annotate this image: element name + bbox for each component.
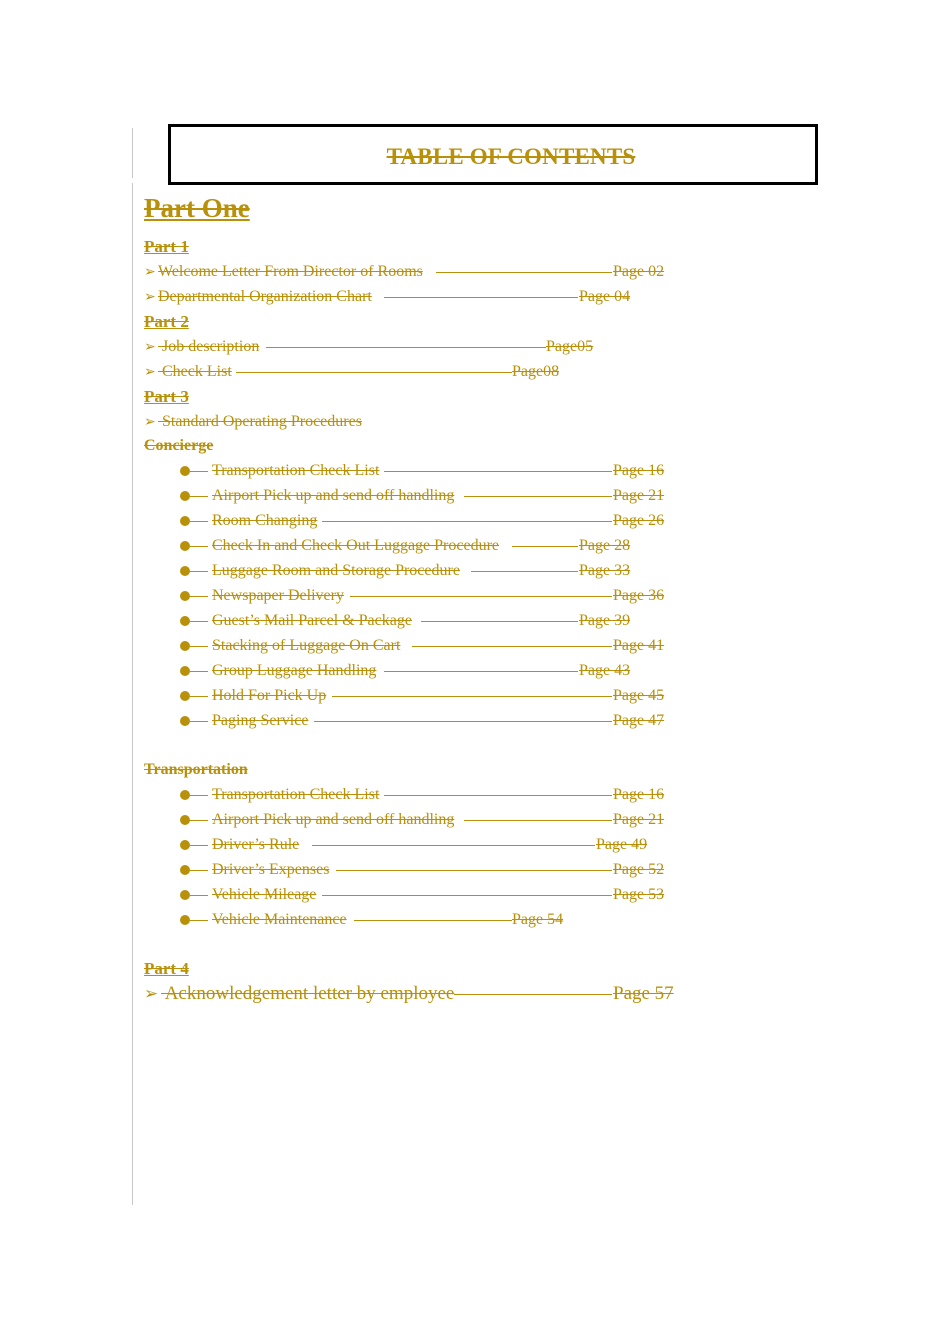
dot-leader [384, 795, 612, 796]
dot-leader [454, 994, 612, 995]
toc-entry-page: Page 16 [613, 462, 665, 479]
bullet-dash [190, 820, 208, 821]
bullet-icon [180, 865, 190, 875]
dot-leader [332, 696, 612, 697]
dot-leader [312, 845, 595, 846]
dot-leader [354, 920, 512, 921]
bullet-dash [190, 920, 208, 921]
part-3-heading: Part 3 [144, 387, 189, 406]
toc-entry-page: Page 33 [579, 562, 631, 579]
page-margin-line [132, 128, 133, 178]
part-2-heading: Part 2 [144, 312, 189, 331]
dot-leader [350, 596, 612, 597]
toc-entry[interactable] [144, 286, 631, 308]
arrow-bullet-icon: ➢ [144, 265, 156, 280]
toc-entry-label: Stacking of Luggage On Cart [212, 637, 401, 654]
toc-entry-label: Driver’s Expenses [212, 861, 330, 878]
dot-leader [322, 521, 612, 522]
bullet-icon [180, 691, 190, 701]
toc-entry-label: Transportation Check List [212, 462, 380, 479]
toc-entry-page: Page 47 [613, 712, 665, 729]
toc-entry-page: Page 57 [613, 983, 674, 1004]
toc-entry-page: Page 54 [512, 911, 564, 928]
toc-entry-label: Room Changing [212, 512, 318, 529]
bullet-icon [180, 641, 190, 651]
arrow-bullet-icon: ➢ [144, 290, 156, 305]
transportation-heading: Transportation [144, 761, 248, 778]
bullet-icon [180, 516, 190, 526]
dot-leader [464, 496, 612, 497]
dot-leader [512, 546, 578, 547]
toc-entry-label: Guest’s Mail Parcel & Package [212, 612, 412, 629]
concierge-heading: Concierge [144, 437, 214, 454]
bullet-icon [180, 815, 190, 825]
toc-entry-label: Driver’s Rule [212, 836, 300, 853]
page-title: TABLE OF CONTENTS [386, 144, 636, 169]
bullet-icon [180, 890, 190, 900]
toc-entry-page: Page 45 [613, 687, 665, 704]
bullet-icon [180, 790, 190, 800]
arrow-bullet-icon: ➢ [144, 415, 156, 430]
bullet-icon [180, 466, 190, 476]
bullet-icon [180, 591, 190, 601]
bullet-dash [190, 721, 208, 722]
bullet-icon [180, 541, 190, 551]
toc-entry[interactable] [144, 261, 665, 283]
toc-entry-label: Airport Pick up and send off handling [212, 811, 455, 828]
toc-entry-label: Acknowledgement letter by employee [161, 983, 455, 1004]
toc-entry[interactable] [144, 981, 674, 1007]
bullet-dash [190, 571, 208, 572]
bullet-dash [190, 870, 208, 871]
page-margin-line [132, 183, 133, 1205]
dot-leader [464, 820, 612, 821]
toc-entry-label: Check List [158, 363, 232, 380]
toc-entry-page: Page 21 [613, 487, 665, 504]
part-1-heading: Part 1 [144, 237, 189, 256]
bullet-dash [190, 696, 208, 697]
toc-entry-page: Page 28 [579, 537, 631, 554]
dot-leader [412, 646, 612, 647]
toc-entry-label: Luggage Room and Storage Procedure [212, 562, 460, 579]
toc-entry-label: Standard Operating Procedures [158, 413, 362, 430]
toc-entry-page: Page 26 [613, 512, 665, 529]
toc-entry-page: Page 41 [613, 637, 665, 654]
dot-leader [421, 621, 578, 622]
toc-entry-label: Group Luggage Handling [212, 662, 377, 679]
bullet-dash [190, 795, 208, 796]
part-one-heading: Part One [144, 193, 250, 223]
toc-entry-label: Transportation Check List [212, 786, 380, 803]
toc-entry-label: Airport Pick up and send off handling [212, 487, 455, 504]
bullet-icon [180, 666, 190, 676]
bullet-dash [190, 546, 208, 547]
bullet-dash [190, 471, 208, 472]
bullet-dash [190, 521, 208, 522]
toc-entry-label: Newspaper Delivery [212, 587, 344, 604]
toc-entry[interactable] [144, 411, 362, 433]
bullet-icon [180, 716, 190, 726]
title-box [168, 124, 818, 185]
toc-entry-label: Hold For Pick Up [212, 687, 327, 704]
toc-entry-label: Paging Service [212, 712, 309, 729]
dot-leader [384, 671, 578, 672]
dot-leader [266, 347, 546, 348]
dot-leader [336, 870, 612, 871]
bullet-dash [190, 895, 208, 896]
toc-entry-page: Page 39 [579, 612, 631, 629]
arrow-bullet-icon: ➢ [144, 340, 156, 355]
dot-leader [314, 721, 612, 722]
toc-entry-page: Page 02 [613, 263, 665, 280]
toc-entry-label: Vehicle Mileage [212, 886, 317, 903]
toc-entry-label: Vehicle Maintenance [212, 911, 347, 928]
arrow-bullet-icon: ➢ [144, 984, 159, 1003]
dot-leader [436, 272, 612, 273]
arrow-bullet-icon: ➢ [144, 365, 156, 380]
bullet-icon [180, 915, 190, 925]
toc-entry-label: Welcome Letter From Director of Rooms [158, 263, 423, 280]
bullet-dash [190, 621, 208, 622]
bullet-dash [190, 596, 208, 597]
bullet-icon [180, 566, 190, 576]
bullet-dash [190, 671, 208, 672]
toc-entry-page: Page 43 [579, 662, 631, 679]
dot-leader [384, 297, 578, 298]
toc-entry-label: Job description [158, 338, 260, 355]
part-4-heading: Part 4 [144, 959, 189, 978]
toc-entry-label: Check In and Check Out Luggage Procedure [212, 537, 500, 554]
bullet-icon [180, 616, 190, 626]
dot-leader [384, 471, 612, 472]
toc-entry-page: Page 36 [613, 587, 665, 604]
toc-entry-page: Page 53 [613, 886, 665, 903]
toc-entry-label: Departmental Organization Chart [158, 288, 372, 305]
bullet-dash [190, 496, 208, 497]
toc-entry-page: Page05 [546, 338, 594, 355]
bullet-icon [180, 491, 190, 501]
toc-entry-page: Page 52 [613, 861, 665, 878]
toc-entry-page: Page08 [512, 363, 560, 380]
bullet-dash [190, 845, 208, 846]
toc-entry-page: Page 21 [613, 811, 665, 828]
toc-entry-page: Page 49 [596, 836, 648, 853]
dot-leader [322, 895, 612, 896]
bullet-dash [190, 646, 208, 647]
dot-leader [471, 571, 578, 572]
bullet-icon [180, 840, 190, 850]
toc-entry-page: Page 04 [579, 288, 631, 305]
toc-entry[interactable] [144, 336, 594, 358]
toc-entry[interactable] [144, 361, 560, 383]
dot-leader [236, 372, 512, 373]
toc-entry-page: Page 16 [613, 786, 665, 803]
